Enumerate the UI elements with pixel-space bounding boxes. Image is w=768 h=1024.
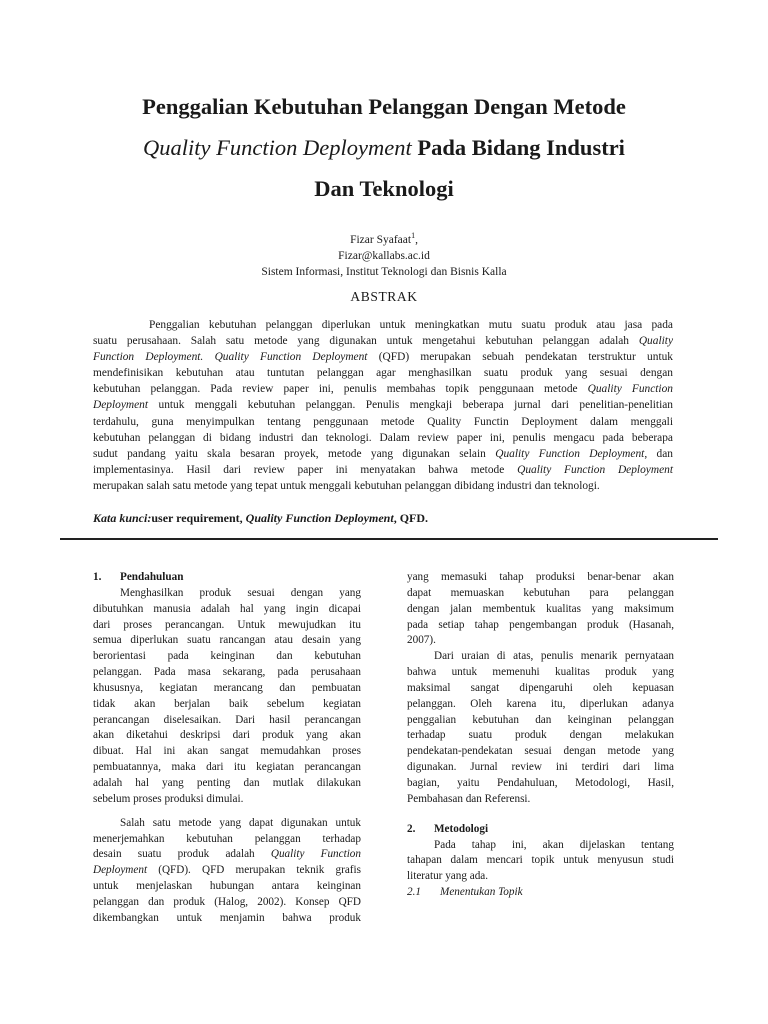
paragraph-line: bahwa untuk memenuhi kualitas produk yang	[407, 666, 674, 679]
paragraph-gap	[407, 808, 674, 822]
abstract-line: terdahulu, guna menyimpulkan tentang penggunaan metode Quality Functin Deployment dalam menggali	[93, 415, 673, 428]
author-block	[100, 228, 668, 280]
section-title: Pendahuluan	[120, 571, 184, 583]
paragraph-line: pelanggan. Oleh karena itu, diperlukan adanya	[407, 697, 674, 710]
paragraph-line: pelanggan dan produk (Halog, 2002). Konsep QFD	[93, 895, 361, 908]
paragraph-line: dari proses perancangan. Untuk mewujudkan itu	[93, 618, 361, 631]
paragraph-line: dibuat. Hal ini akan sangat memudahkan proses	[93, 745, 361, 758]
abstract-text: untuk menggali kebutuhan pelanggan. Penulis mengkaji beberapa jurnal dari penelitian-penelitian	[148, 399, 673, 412]
right-column	[407, 570, 674, 901]
paragraph	[407, 649, 674, 807]
section-title: Metodologi	[434, 822, 489, 835]
paper-title	[60, 86, 708, 209]
abstract-italic: Deployment	[93, 399, 149, 412]
paragraph-line: 2007).	[407, 634, 436, 647]
paragraph	[93, 816, 361, 927]
subsection-title: Menentukan Topik	[440, 886, 523, 899]
paragraph-line: pelanggan. Pada masa sekarang, pada perusahaan	[93, 666, 361, 679]
abstract-text	[203, 351, 214, 363]
paragraph-line: semua diperlukan suatu rancangan atau desain yang	[93, 634, 361, 647]
subsection-number: 2.1	[407, 886, 421, 899]
author-email: Fizar@kallabs.ac.id	[338, 249, 430, 262]
abstract-text: (QFD) merupakan sebuah pendekatan terstruktur untuk	[367, 351, 673, 364]
keywords-term: user requirement,	[151, 511, 246, 525]
paragraph-line	[93, 863, 361, 879]
abstract-line	[93, 349, 673, 365]
author-superscript: 1	[411, 231, 416, 240]
author-name-suffix: ,	[415, 233, 418, 246]
paragraph-line: khususnya, kegiatan merancang dan pembuatan	[93, 681, 361, 694]
section-divider	[60, 538, 718, 540]
paragraph-line: perancangan diselesaikan. Dari hasil perancangan	[93, 713, 361, 726]
section-number: 2.	[407, 822, 416, 835]
paragraph-line: tahapan dalam mencari topik untuk menyusun studi	[407, 854, 674, 867]
paragraph-text: desain suatu produk adalah	[93, 848, 255, 861]
paragraph-italic: Quality Function	[270, 848, 361, 861]
paragraph-line: untuk menjelaskan hubungan antara keinginan	[93, 880, 361, 893]
paragraph-line: Pada tahap ini, akan dijelaskan tentang	[434, 838, 674, 851]
paragraph-line	[93, 847, 361, 863]
abstract-line: Penggalian kebutuhan pelanggan diperlukan untuk meningkatkan mutu suatu produk atau jasa pada	[149, 319, 673, 331]
title-line-3: Dan Teknologi	[314, 176, 454, 201]
paragraph-italic: Deployment	[93, 864, 148, 877]
paragraph-line: menerjemahkan kebutuhan pelanggan terhadap	[93, 832, 361, 845]
abstract-text: implementasinya. Hasil dari review paper ini menyatakan bahwa metode	[93, 463, 505, 476]
paragraph-line: penggalian kebutuhan dan keinginan pelanggan	[407, 713, 674, 726]
paragraph-line: berorientasi pada keinginan dan kebutuhan	[93, 650, 361, 663]
section-heading-metodologi	[407, 822, 674, 838]
paragraph-line: adalah hal yang penting dan mutlak dilakukan	[93, 776, 361, 789]
paragraph-line: dikembangkan untuk menjamin bahwa produk	[93, 911, 361, 924]
subsection-heading	[407, 885, 674, 901]
paragraph-line: pada setiap tahap pengembangan produk (Hasanah,	[407, 618, 674, 631]
paragraph	[93, 586, 361, 808]
paragraph-line: Menghasilkan produk sesuai dengan yang	[120, 586, 361, 599]
abstract-line	[93, 381, 673, 397]
keywords	[93, 511, 428, 526]
abstract-text: kebutuhan pelanggan. Pada review paper ini, penulis membahas topik penggunaan metode	[93, 383, 578, 396]
abstract-italic: Quality	[638, 335, 673, 348]
abstract-text: suatu perusahaan. Salah satu metode yang digunakan untuk mengetahui kebutuhan pelanggan adalah	[93, 335, 629, 348]
paragraph-line: Dari uraian di atas, penulis menarik pernyataan	[434, 650, 674, 663]
abstract-text: sudut pandang yaitu skala besaran proyek, metode yang digunakan selain	[93, 447, 486, 460]
paragraph-line: bagian, yaitu Pendahuluan, Metodologi, Hasil,	[407, 776, 674, 789]
paragraph	[407, 570, 674, 649]
left-column	[93, 570, 361, 927]
paragraph-line: sebelum proses produksi dimulai.	[93, 792, 244, 805]
title-line-2-rest: Pada Bidang Industri	[411, 135, 625, 160]
paragraph-text: (QFD). QFD merupakan teknik grafis	[147, 864, 361, 877]
abstract-line	[93, 333, 673, 349]
paragraph-line: digunakan. Jurnal review ini terdiri dari lima	[407, 761, 674, 774]
abstract-text: , dan	[644, 447, 673, 460]
paragraph-line: dapat memuaskan kebutuhan para pelanggan	[407, 586, 674, 599]
author-affiliation: Sistem Informasi, Institut Teknologi dan Bisnis Kalla	[261, 265, 507, 278]
title-line-1: Penggalian Kebutuhan Pelanggan Dengan Metode	[142, 94, 626, 119]
paragraph-line: pendekatan-pendekatan sesuai dengan metode yang	[407, 745, 674, 758]
paragraph-line: literatur yang ada.	[407, 870, 489, 883]
abstract-line	[93, 462, 673, 478]
paragraph-line: Pembahasan dan Referensi.	[407, 792, 531, 805]
paragraph-line: terhadap suatu produk dengan melakukan	[407, 729, 674, 742]
abstract-italic: Quality Function Deployment	[495, 447, 645, 460]
abstract-line: kebutuhan pelanggan di bidang industri dan teknologi. Dalam review paper ini, penulis mengacu pada beberapa	[93, 431, 673, 444]
paragraph	[407, 838, 674, 886]
abstract-italic: Quality Function Deployment	[517, 463, 673, 476]
abstract-line	[93, 397, 673, 413]
paragraph-line: tidak akan berjalan baik sebelum kegiatan	[93, 697, 361, 710]
paragraph-line: Salah satu metode yang dapat digunakan untuk	[120, 816, 361, 829]
paragraph-line: maksimal sangat dipengaruhi oleh kepuasan	[407, 681, 674, 694]
paragraph-gap	[93, 808, 361, 816]
keywords-label: Kata kunci:	[93, 511, 152, 525]
abstract-italic: Quality Function Deployment	[214, 351, 368, 364]
author-name-line	[100, 228, 668, 248]
section-heading-pendahuluan	[93, 570, 361, 586]
paragraph-line: yang memasuki tahap produksi benar-benar akan	[407, 571, 674, 583]
abstract-line: merupakan salah satu metode yang tepat untuk menggali kebutuhan pelanggan dibidang industri dan teknologi.	[93, 479, 600, 492]
abstract-line: mendefinisikan kebutuhan atau tuntutan pelanggan agar menghasilkan suatu produk yang sesuai dengan	[93, 367, 673, 380]
title-italic-method: Quality Function Deployment	[143, 135, 412, 160]
author-name: Fizar Syafaat	[350, 233, 412, 246]
keywords-term: , QFD.	[393, 511, 429, 525]
paragraph-line: dibutuhkan manusia adalah hal yang ingin dicapai	[93, 602, 361, 615]
paragraph-line: pembuatannya, maka dari itu kegiatan perancangan	[93, 761, 361, 774]
abstract-italic: Function Deployment.	[93, 351, 204, 364]
keywords-term-italic: Quality Function Deployment	[245, 511, 394, 525]
title-line-2	[60, 127, 708, 168]
abstract-italic: Quality Function	[587, 383, 673, 396]
abstract-body	[93, 317, 673, 494]
abstract-heading: ABSTRAK	[350, 289, 418, 304]
paragraph-line: dengan jalan membentuk kualitas yang maksimum	[407, 602, 674, 615]
section-number: 1.	[93, 571, 102, 583]
abstract-line	[93, 446, 673, 462]
paragraph-line: akan diketahui deskripsi dari produk yang akan	[93, 729, 361, 742]
